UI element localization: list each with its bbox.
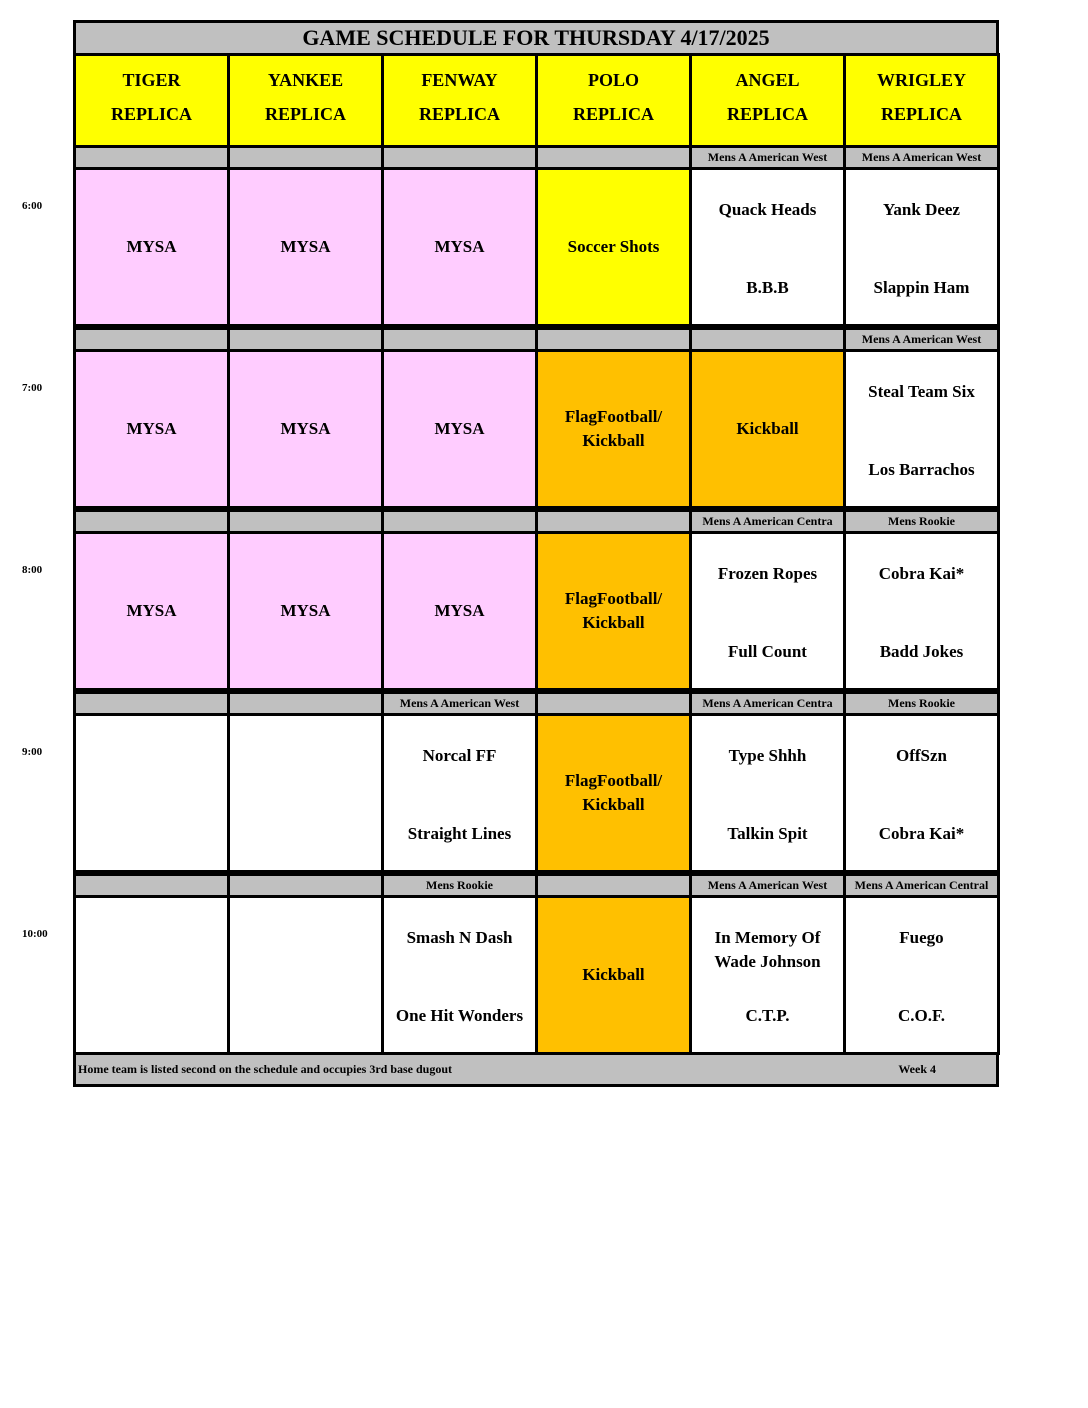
game-cell [227,713,384,873]
game-cell [535,349,692,509]
activity-label: Kickball [582,613,645,632]
activity-label: MYSA [434,601,485,620]
activity-label: MYSA [280,237,331,256]
game-cell [843,895,1000,1055]
home-team-note: Home team is listed second on the schedule and occupies 3rd base dugout [78,1062,453,1076]
game-cell [689,531,846,691]
field-name: TIGER [122,70,181,91]
activity-label: Kickball [582,795,645,814]
home-team: Los Barrachos [868,460,975,479]
field-subtitle: REPLICA [418,103,500,124]
game-cell [381,713,538,873]
time-label: 6:00 [22,200,43,212]
field-name: WRIGLEY [876,70,966,91]
home-team: B.B.B [746,278,789,297]
activity-label: MYSA [280,419,331,438]
field-subtitle: REPLICA [264,103,346,124]
activity-label: FlagFootball/ [564,589,663,608]
division-label: Mens A American West [689,145,846,170]
away-team: Quack Heads [718,200,817,219]
time-label: 7:00 [22,382,43,394]
away-team: In Memory Of Wade Johnson [714,928,821,971]
field-header-tiger [73,53,230,148]
field-header-polo [535,53,692,148]
activity-label: MYSA [126,419,177,438]
away-team: OffSzn [896,746,947,765]
home-team: C.T.P. [745,1006,790,1025]
away-team: Yank Deez [883,200,960,219]
away-team: Frozen Ropes [717,564,818,583]
game-cell [689,895,846,1055]
home-team: C.O.F. [897,1006,946,1025]
activity-label: Kickball [582,431,645,450]
activity-label: Kickball [736,419,799,438]
division-label: Mens Rookie [843,509,1000,534]
activity-label: MYSA [434,237,485,256]
game-cell [227,895,384,1055]
field-name: POLO [587,70,639,91]
game-cell [227,349,384,509]
game-cell [227,167,384,327]
division-label: Mens A American West [381,691,538,716]
schedule-title: GAME SCHEDULE FOR THURSDAY 4/17/2025 [73,20,999,56]
division-label: Mens Rookie [843,691,1000,716]
away-team: Type Shhh [728,746,807,765]
division-label: Mens A American Central [843,873,1000,898]
game-cell [227,531,384,691]
home-team: One Hit Wonders [395,1006,524,1025]
game-cell [843,531,1000,691]
field-subtitle: REPLICA [110,103,192,124]
away-team: Norcal FF [422,746,497,765]
home-team: Badd Jokes [879,642,964,661]
time-label: 9:00 [22,746,43,758]
away-team: Steal Team Six [868,382,975,401]
division-label: Mens A American Centra [689,509,846,534]
game-cell [73,349,230,509]
game-cell [535,531,692,691]
division-label: Mens A American West [689,873,846,898]
field-name: ANGEL [735,70,800,91]
game-cell [381,895,538,1055]
activity-label: FlagFootball/ [564,771,663,790]
game-cell [689,167,846,327]
activity-label: Soccer Shots [567,237,660,256]
game-cell [73,895,230,1055]
week-label: Week 4 [898,1062,936,1076]
home-team: Cobra Kai* [878,824,965,843]
field-header-wrigley [843,53,1000,148]
activity-label: MYSA [434,419,485,438]
division-label: Mens A American West [843,327,1000,352]
home-team: Full Count [728,642,807,661]
activity-label: MYSA [126,601,177,620]
schedule-footer [73,1052,999,1087]
schedule-table [73,20,999,1090]
game-cell [535,167,692,327]
division-label: Mens Rookie [381,873,538,898]
division-label: Mens A American Centra [689,691,846,716]
field-header-angel [689,53,846,148]
game-cell [689,349,846,509]
game-cell [689,713,846,873]
away-team: Cobra Kai* [878,564,965,583]
game-cell [381,167,538,327]
game-cell [535,895,692,1055]
field-name: FENWAY [421,70,498,91]
away-team: Smash N Dash [406,928,513,947]
field-subtitle: REPLICA [572,103,654,124]
game-cell [73,167,230,327]
home-team: Straight Lines [407,824,512,843]
field-name: YANKEE [267,70,344,91]
game-cell [381,349,538,509]
time-label: 10:00 [22,928,48,940]
field-subtitle: REPLICA [726,103,808,124]
activity-label: Kickball [582,965,645,984]
activity-label: MYSA [280,601,331,620]
game-cell [843,349,1000,509]
field-header-yankee [227,53,384,148]
home-team: Slappin Ham [873,278,970,297]
game-cell [73,713,230,873]
activity-label: MYSA [126,237,177,256]
division-label: Mens A American West [843,145,1000,170]
time-label: 8:00 [22,564,43,576]
away-team: Fuego [899,928,944,947]
game-cell [381,531,538,691]
activity-label: FlagFootball/ [564,407,663,426]
field-subtitle: REPLICA [880,103,962,124]
game-cell [535,713,692,873]
game-cell [843,713,1000,873]
game-cell [73,531,230,691]
field-header-fenway [381,53,538,148]
game-cell [843,167,1000,327]
home-team: Talkin Spit [727,824,808,843]
